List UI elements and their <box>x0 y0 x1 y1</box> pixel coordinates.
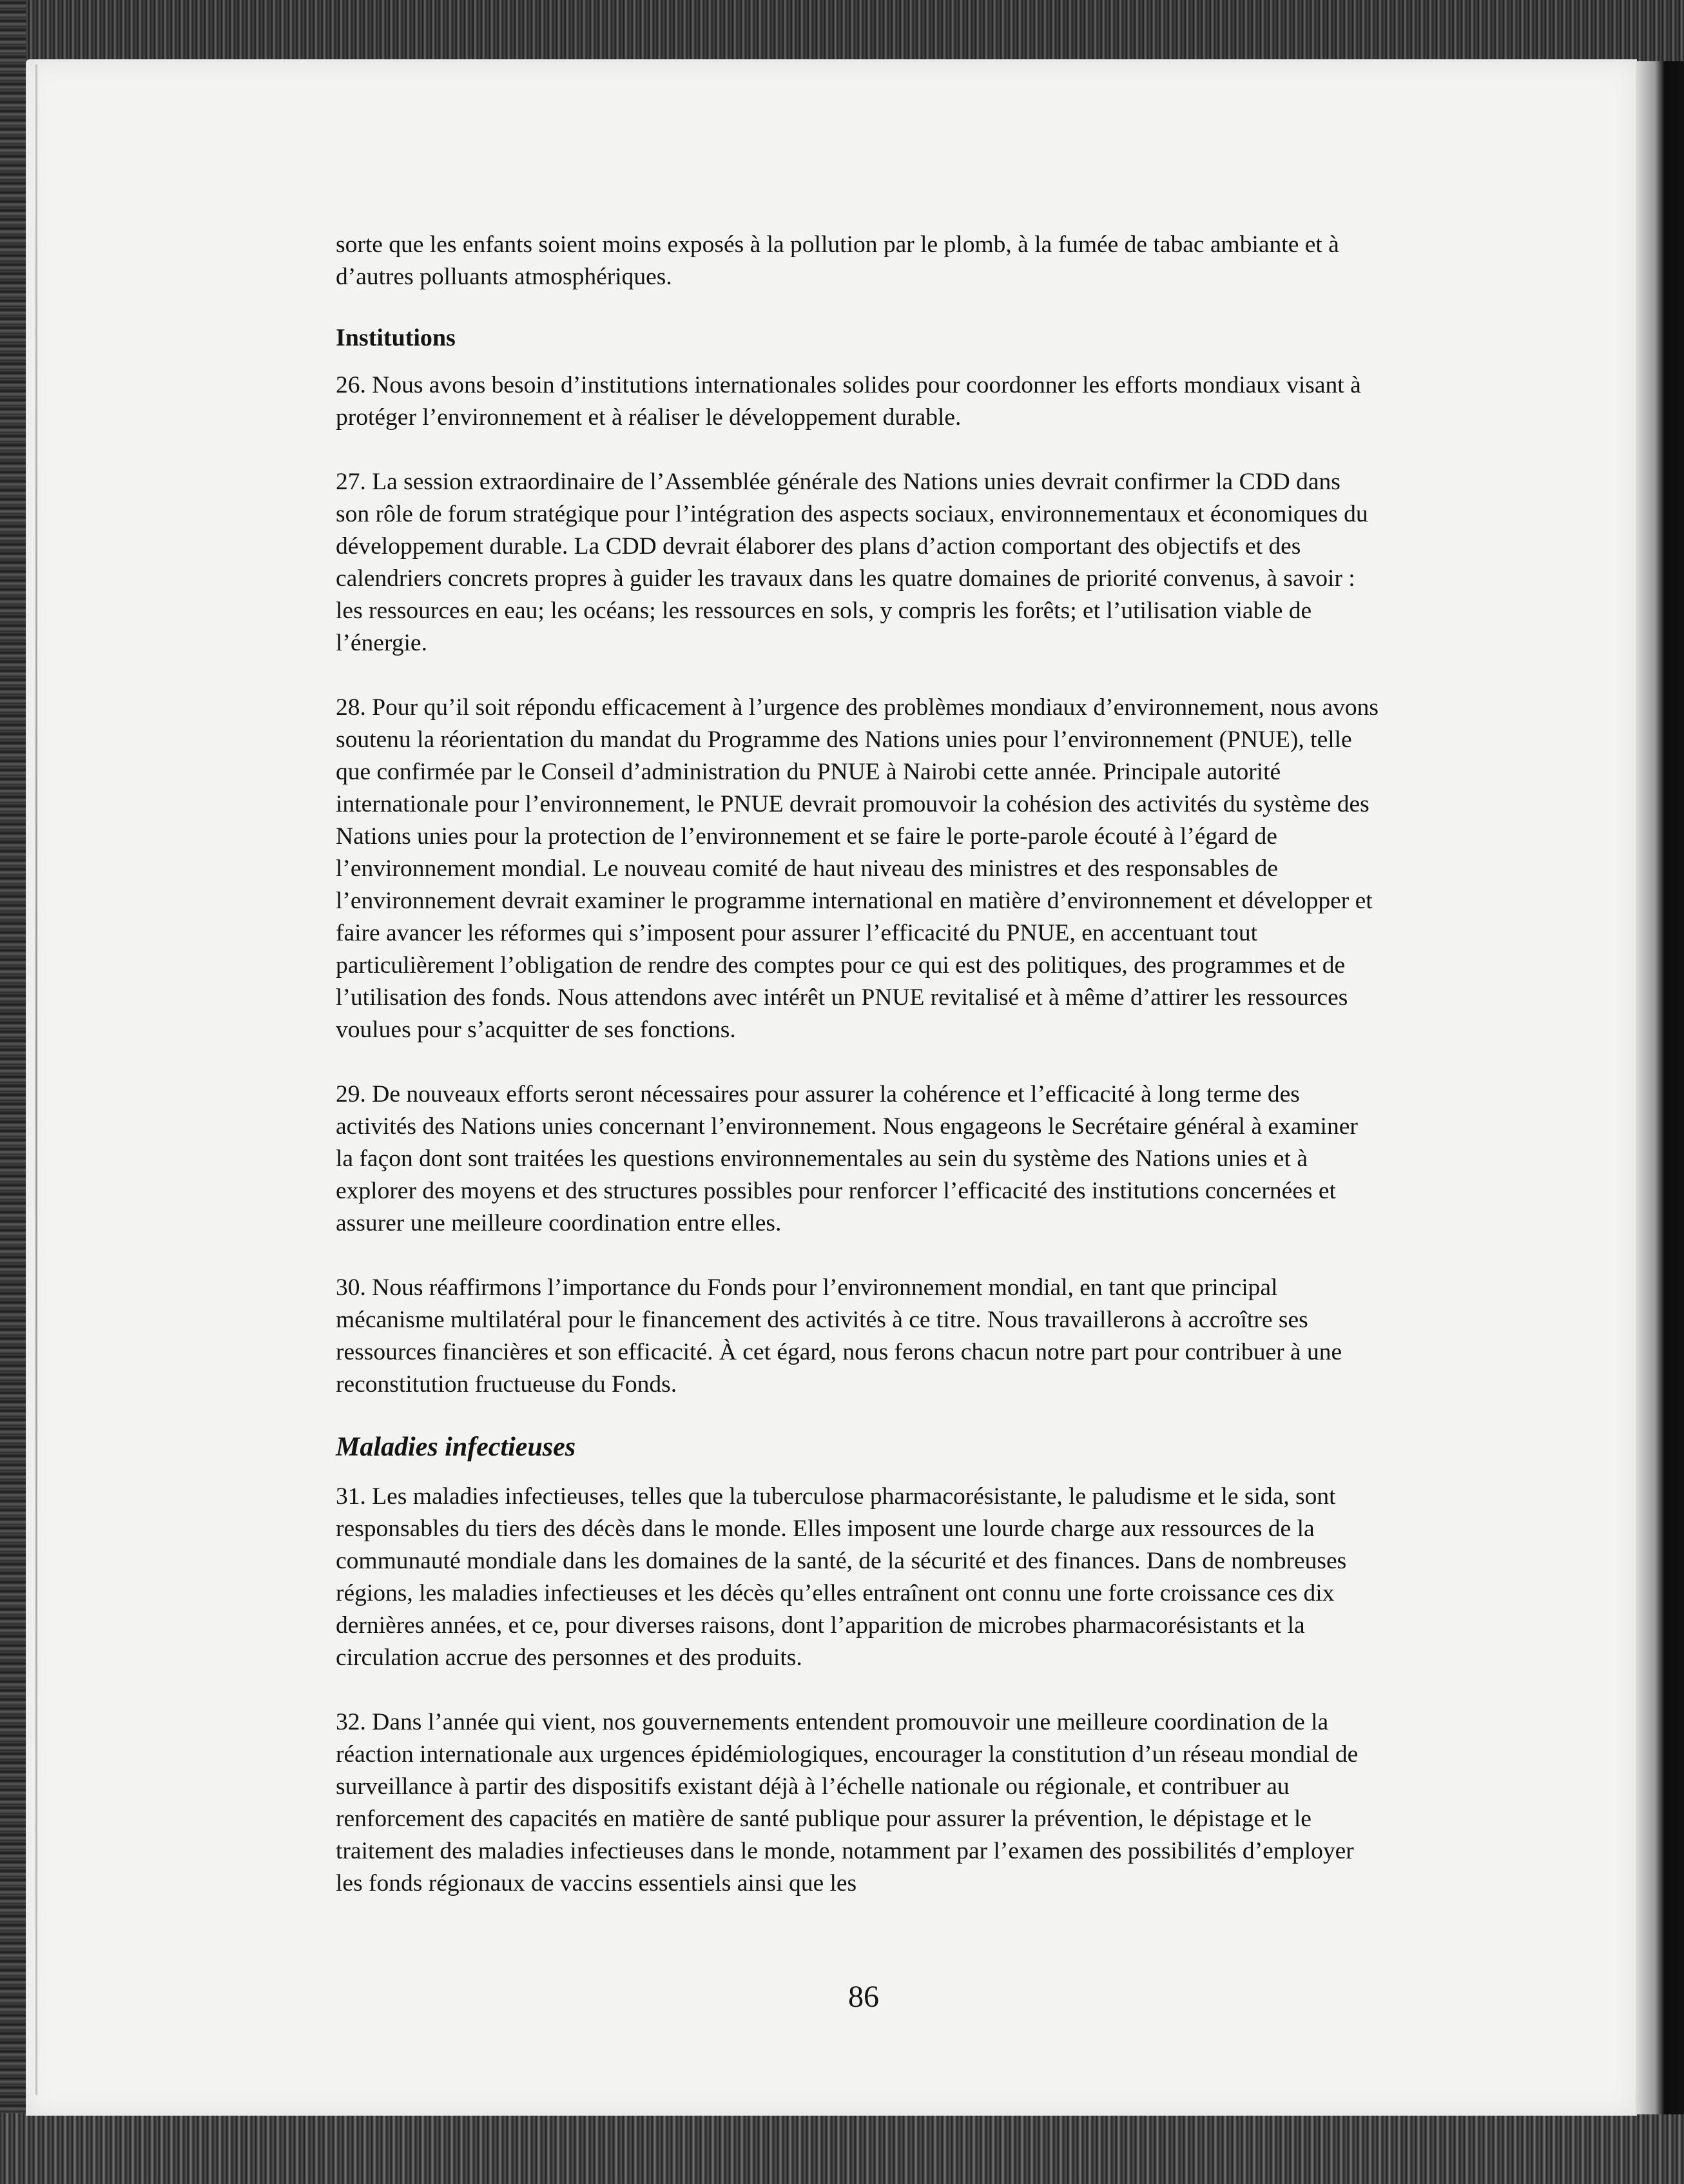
paragraph-26: 26. Nous avons besoin d’institutions internationales solides pour coordonner les efforts mondiaux visant à protéger l’environnement et à réaliser le développement durable. <box>336 372 1361 431</box>
binding-edge <box>1636 61 1684 2114</box>
scan-border-top <box>0 0 1684 61</box>
paragraph-27: 27. La session extraordinaire de l’Assemblée générale des Nations unies devrait confirmer la CDD dans son rôle de forum stratégique pour l’intégration des aspects sociaux, environnementaux et économiques du développement durable. La CDD devrait élaborer des plans d’action comportant des objectifs et des calendriers concrets propres à guider les travaux dans les quatre domaines de priorité convenus, à savoir : les ressources en eau; les océans; les ressources en sols, y compris les forêts; et l’utilisation viable de l’énergie. <box>336 469 1368 656</box>
page-number: 86 <box>848 1980 879 2014</box>
section-heading-maladies: Maladies infectieuses <box>336 1432 576 1462</box>
intro-continuation: sorte que les enfants soient moins exposés à la pollution par le plomb, à la fumée de tabac ambiante et à d’autres polluants atmosphériques. <box>336 231 1339 290</box>
scan-border-bottom <box>0 2113 1684 2184</box>
paragraph-30: 30. Nous réaffirmons l’importance du Fonds pour l’environnement mondial, en tant que principal mécanisme multilatéral pour le financement des activités à ce titre. Nous travaillerons à accroître ses ressources financières et son efficacité. À cet égard, nous ferons chacun notre part pour contribuer à une reconstitution fructueuse du Fonds. <box>336 1274 1342 1398</box>
document-body <box>336 229 1380 1932</box>
paragraph-29: 29. De nouveaux efforts seront nécessaires pour assurer la cohérence et l’efficacité à long terme des activités des Nations unies concernant l’environnement. Nous engageons le Secrétaire général à examiner la façon dont sont traitées les questions environnementales au sein du système des Nations unies et à explorer des moyens et des structures possibles pour renforcer l’efficacité des institutions concernées et assurer une meilleure coordination entre elles. <box>336 1081 1358 1236</box>
paragraph-28: 28. Pour qu’il soit répondu efficacement à l’urgence des problèmes mondiaux d’environnement, nous avons soutenu la réorientation du mandat du Programme des Nations unies pour l’environnement (PNUE), telle que confirmée par le Conseil d’administration du PNUE à Nairobi cette année. Principale autorité internationale pour l’environnement, le PNUE devrait promouvoir la cohésion des activités du système des Nations unies pour la protection de l’environnement et se faire le porte-parole écouté à l’égard de l’environnement mondial. Le nouveau comité de haut niveau des ministres et des responsables de l’environnement devrait examiner le programme international en matière d’environnement et développer et faire avancer les réformes qui s’imposent pour assurer l’efficacité du PNUE, en accentuant tout particulièrement l’obligation de rendre des comptes pour ce qui est des politiques, des programmes et de l’utilisation des fonds. Nous attendons avec intérêt un PNUE revitalisé et à même d’attirer les ressources voulues pour s’acquitter de ses fonctions. <box>336 694 1379 1043</box>
paragraph-31: 31. Les maladies infectieuses, telles que la tuberculose pharmacorésistante, le paludisme et le sida, sont responsables du tiers des décès dans le monde. Elles imposent une lourde charge aux ressources de la communauté mondiale dans les domaines de la santé, de la sécurité et des finances. Dans de nombreuses régions, les maladies infectieuses et les décès qu’elles entraînent ont connu une forte croissance ces dix dernières années, et ce, pour diverses raisons, dont l’apparition de microbes pharmacorésistants et la circulation accrue des personnes et des produits. <box>336 1483 1347 1671</box>
paragraph-32: 32. Dans l’année qui vient, nos gouvernements entendent promouvoir une meilleure coordination de la réaction internationale aux urgences épidémiologiques, encourager la constitution d’un réseau mondial de surveillance à partir des dispositifs existant déjà à l’échelle nationale ou régionale, et contribuer au renforcement des capacités en matière de santé publique pour assurer la prévention, le dépistage et le traitement des maladies infectieuses dans le monde, notamment par l’examen des possibilités d’employer les fonds régionaux de vaccins essentiels ainsi que les <box>336 1709 1359 1896</box>
gutter-shadow <box>35 64 37 2095</box>
scan-border-left <box>0 0 26 2184</box>
section-heading-institutions: Institutions <box>336 324 456 351</box>
